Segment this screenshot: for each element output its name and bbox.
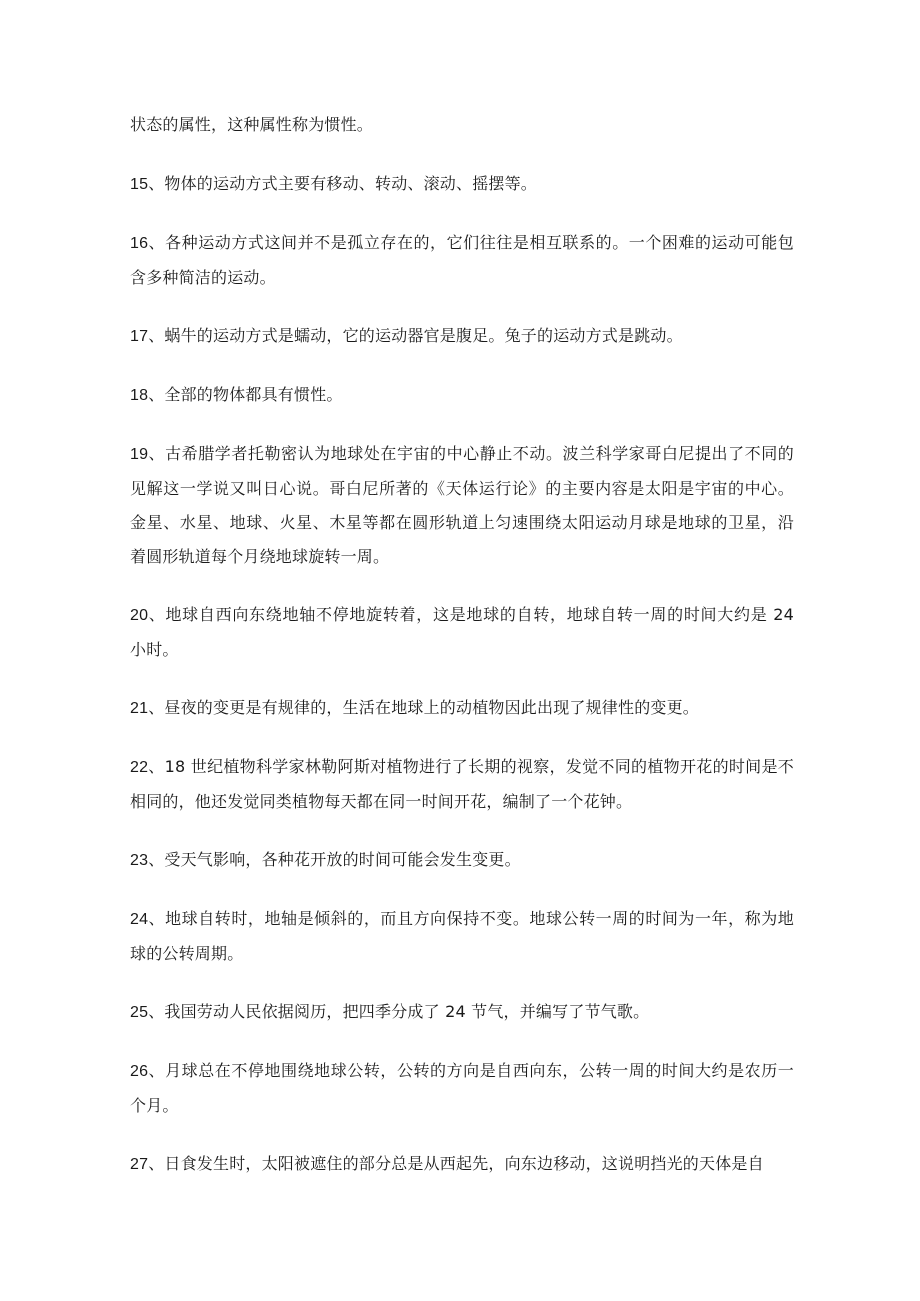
paragraph-text: 、月球总在不停地围绕地球公转，公转的方向是自西向东，公转一周的时间大约是农历一个月。 (130, 1061, 794, 1115)
paragraph (130, 378, 794, 413)
item-number: 24 (130, 911, 149, 928)
item-number: 25 (130, 1004, 149, 1021)
paragraph (130, 437, 794, 574)
paragraph-text: 、18 世纪植物科学家林勒阿斯对植物进行了长期的视察，发觉不同的植物开花的时间是不相同的，他还发觉同类植物每天都在同一时间开花，编制了一个花钟。 (130, 757, 794, 811)
item-number: 18 (130, 387, 149, 404)
paragraph (130, 691, 794, 726)
document-body (130, 108, 794, 1206)
item-number: 20 (130, 607, 149, 624)
paragraph (130, 167, 794, 202)
item-number: 27 (130, 1156, 149, 1173)
paragraph (130, 226, 794, 295)
paragraph-text: 、蜗牛的运动方式是蠕动，它的运动器官是腹足。兔子的运动方式是跳动。 (148, 326, 683, 345)
paragraph-text: 、地球自转时，地轴是倾斜的，而且方向保持不变。地球公转一周的时间为一年，称为地球的公转周期。 (130, 909, 794, 963)
item-number: 17 (130, 328, 149, 345)
paragraph (130, 598, 794, 667)
paragraph-text: 、古希腊学者托勒密认为地球处在宇宙的中心静止不动。波兰科学家哥白尼提出了不同的见解这一学说又叫日心说。哥白尼所著的《天体运行论》的主要内容是太阳是宇宙的中心。金星、水星、地球、火星、木星等都在圆形轨道上匀速围绕太阳运动月球是地球的卫星，沿着圆形轨道每个月绕地球旋转一周。 (130, 444, 794, 566)
paragraph-text: 、各种运动方式这间并不是孤立存在的，它们往往是相互联系的。一个困难的运动可能包含多种简洁的运动。 (130, 233, 794, 287)
paragraph-text: 、物体的运动方式主要有移动、转动、滚动、摇摆等。 (148, 174, 538, 193)
paragraph (130, 995, 794, 1030)
item-number: 21 (130, 700, 149, 717)
paragraph-text: 、地球自西向东绕地轴不停地旋转着，这是地球的自转，地球自转一周的时间大约是 24 小时。 (130, 605, 794, 659)
paragraph (130, 108, 794, 143)
item-number: 19 (130, 446, 149, 463)
paragraph-text: 、我国劳动人民依据阅历，把四季分成了 24 节气，并编写了节气歌。 (148, 1002, 650, 1021)
item-number: 23 (130, 852, 149, 869)
item-number: 22 (130, 759, 149, 776)
paragraph-text: 、受天气影响，各种花开放的时间可能会发生变更。 (148, 850, 521, 869)
paragraph-text: 、日食发生时，太阳被遮住的部分总是从西起先，向东边移动，这说明挡光的天体是自 (148, 1154, 764, 1173)
item-number: 26 (130, 1063, 149, 1080)
paragraph (130, 319, 794, 354)
item-number: 16 (130, 235, 149, 252)
paragraph-text: 、全部的物体都具有惯性。 (148, 385, 343, 404)
item-number: 15 (130, 176, 149, 193)
paragraph (130, 843, 794, 878)
paragraph (130, 902, 794, 971)
paragraph-text: 状态的属性，这种属性称为惯性。 (130, 115, 374, 134)
paragraph-text: 、昼夜的变更是有规律的，生活在地球上的动植物因此出现了规律性的变更。 (148, 698, 700, 717)
paragraph (130, 1147, 794, 1182)
paragraph (130, 1054, 794, 1123)
paragraph (130, 750, 794, 819)
